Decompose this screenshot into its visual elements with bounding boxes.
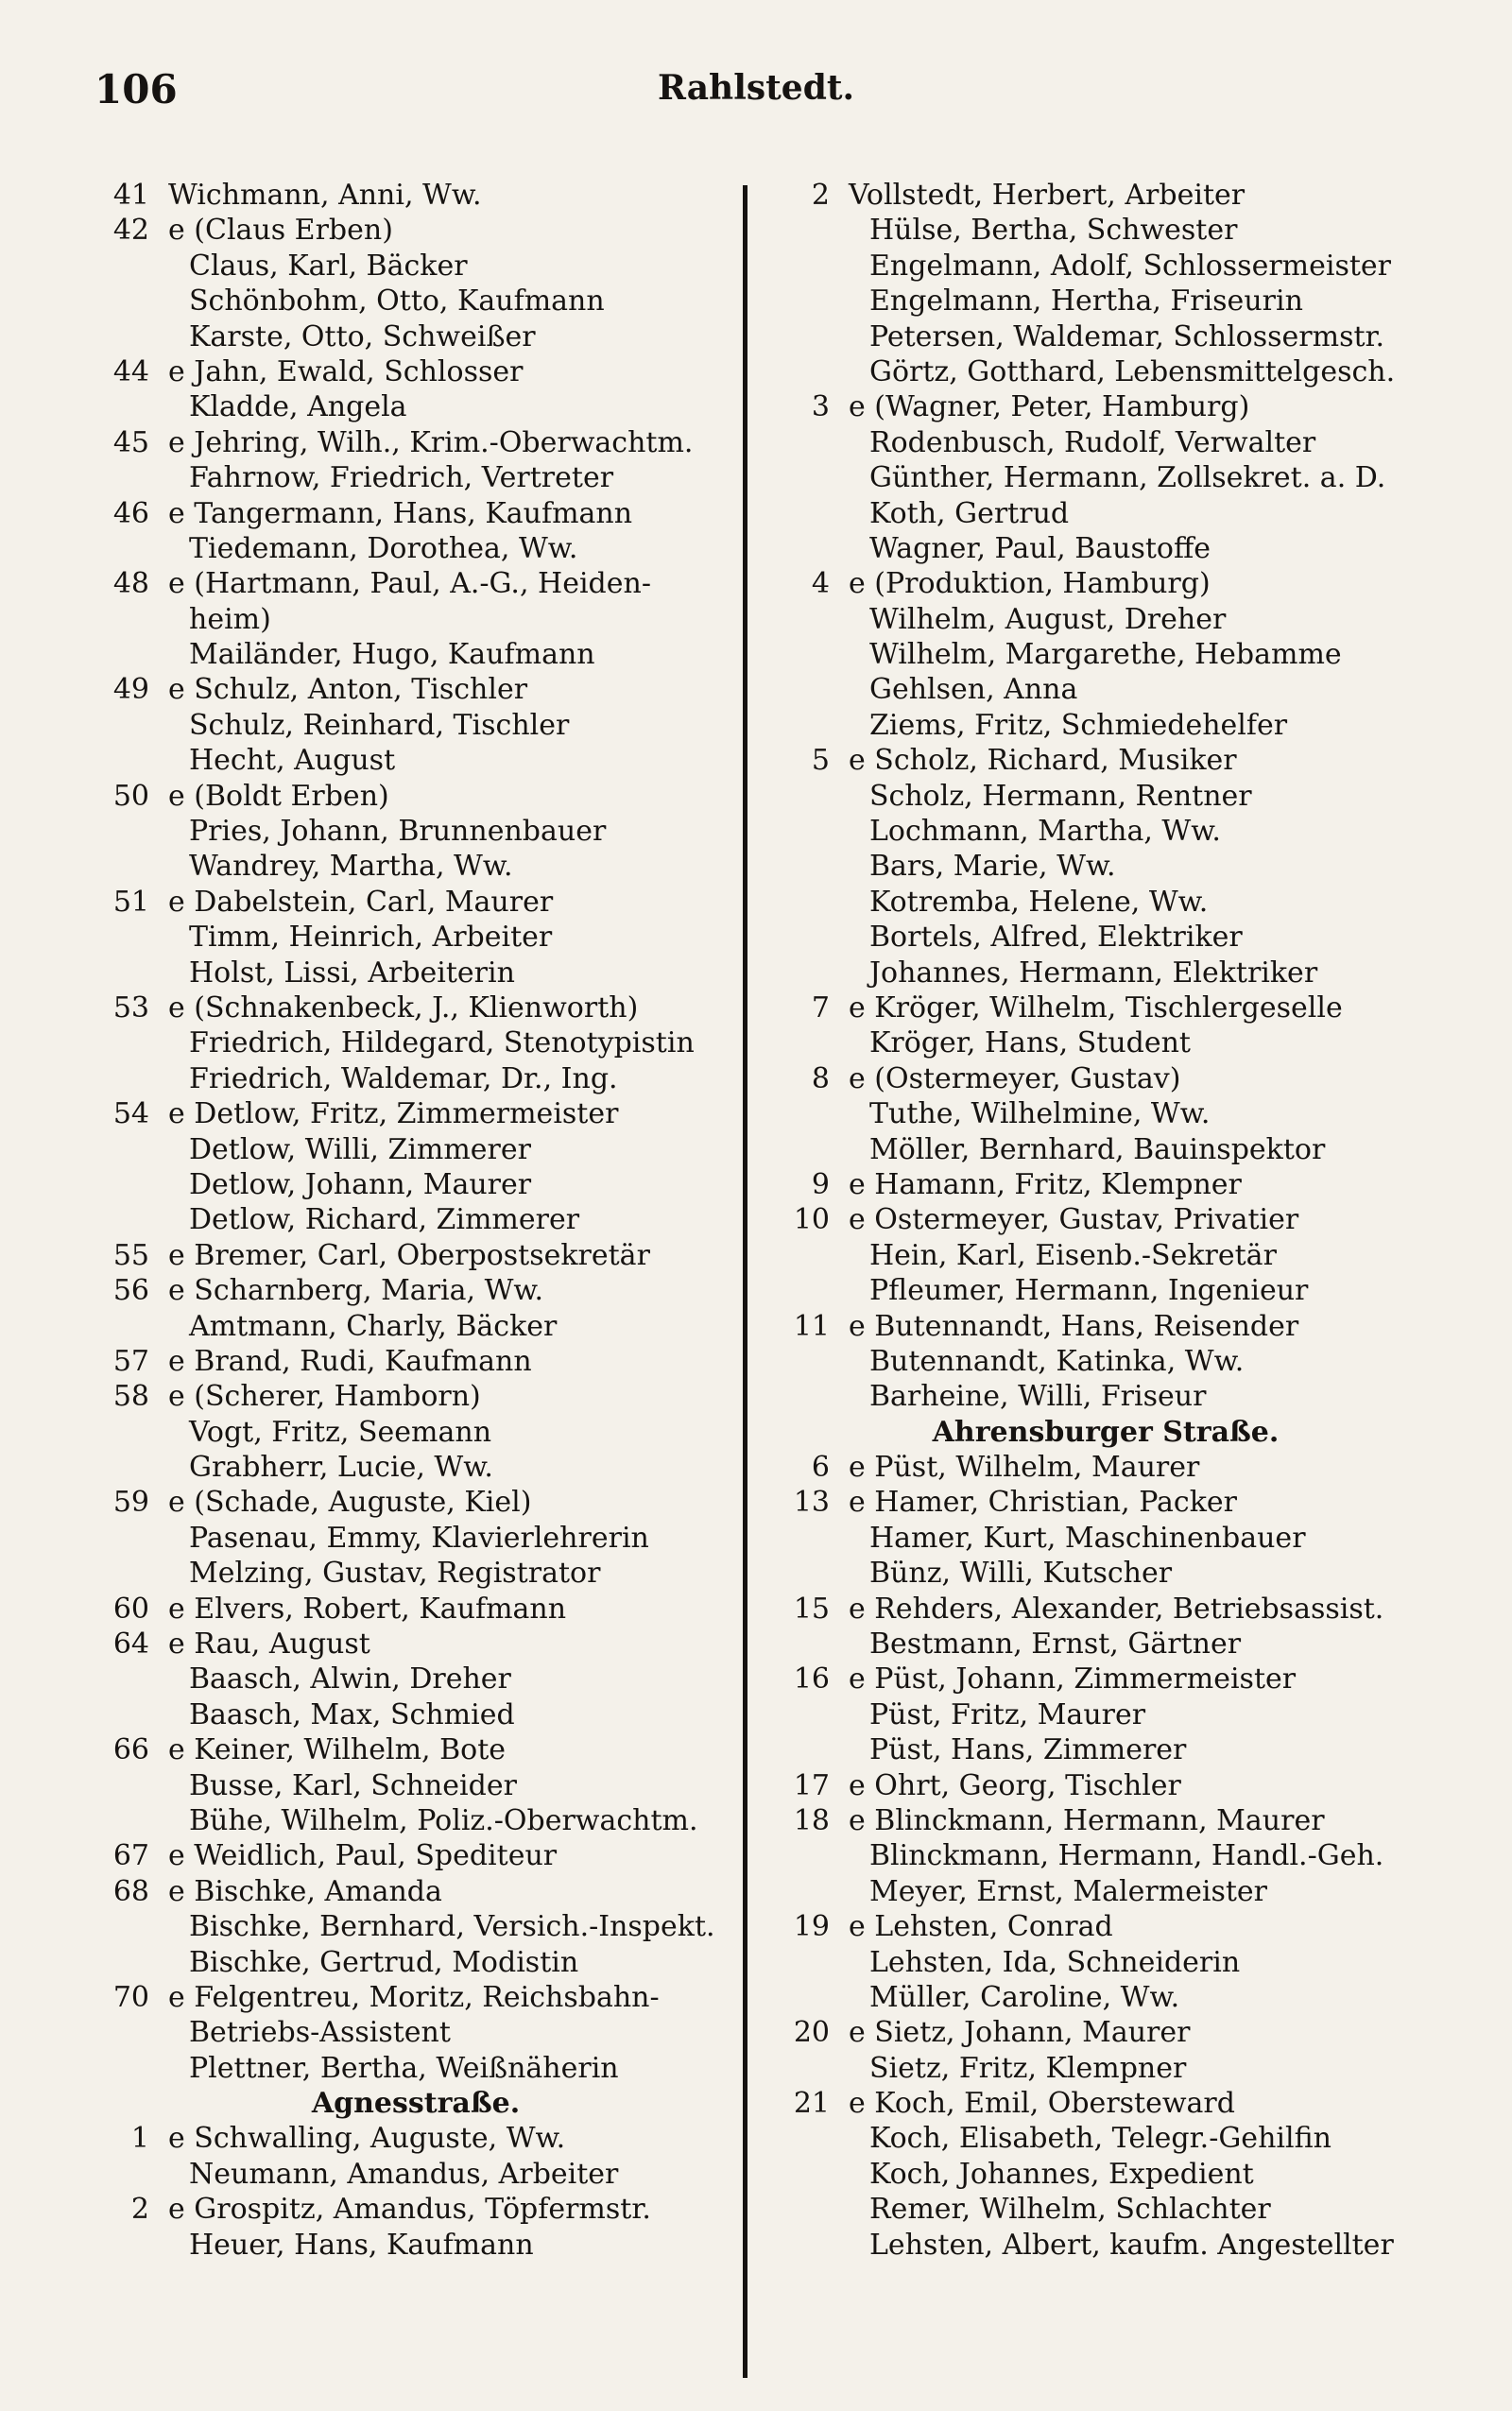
resident-text: Sietz, Fritz, Klempner <box>869 2051 1187 2085</box>
resident-text: e Tangermann, Hans, Kaufmann <box>168 496 633 530</box>
directory-entry <box>94 178 737 213</box>
directory-entry <box>94 1662 737 1696</box>
directory-entry <box>775 602 1436 637</box>
directory-entry <box>775 637 1436 672</box>
resident-text: e (Schade, Auguste, Kiel) <box>168 1486 532 1520</box>
house-number: 42 <box>112 214 149 248</box>
resident-text: Meyer, Ernst, Malermeister <box>869 1874 1268 1908</box>
directory-entry <box>94 956 737 990</box>
resident-text: Hein, Karl, Eisenb.-Sekretär <box>869 1238 1277 1272</box>
house-number: 20 <box>793 2016 830 2050</box>
directory-entry <box>94 2121 737 2156</box>
directory-entry <box>94 1238 737 1273</box>
resident-text: e Schulz, Anton, Tischler <box>168 673 528 707</box>
right-column <box>775 178 1436 2263</box>
resident-text: Friedrich, Hildegard, Stenotypistin <box>189 1026 695 1060</box>
resident-text: e (Wagner, Peter, Hamburg) <box>849 390 1250 424</box>
directory-entry <box>775 885 1436 920</box>
resident-text: e Kröger, Wilhelm, Tischlergeselle <box>849 990 1343 1025</box>
resident-text: Plettner, Bertha, Weißnäherin <box>189 2051 619 2085</box>
resident-text: Bischke, Gertrud, Modistin <box>189 1945 579 1979</box>
resident-text: Butennandt, Katinka, Ww. <box>869 1344 1245 1378</box>
resident-text: Detlow, Johann, Maurer <box>189 1167 532 1201</box>
resident-text: Bühe, Wilhelm, Poliz.-Oberwachtm. <box>189 1803 698 1837</box>
resident-text: Görtz, Gotthard, Lebensmittelgesch. <box>869 354 1396 388</box>
resident-text: Tuthe, Wilhelmine, Ww. <box>869 1097 1211 1131</box>
directory-entry <box>775 531 1436 566</box>
house-number: 59 <box>112 1486 149 1520</box>
directory-entry <box>775 1061 1436 1096</box>
page-number: 106 <box>94 66 178 112</box>
directory-entry <box>94 849 737 884</box>
house-number: 4 <box>811 567 830 601</box>
resident-text: e (Claus Erben) <box>168 214 393 248</box>
house-number: 5 <box>811 744 830 778</box>
resident-text: e Sietz, Johann, Maurer <box>849 2016 1191 2050</box>
house-number: 16 <box>793 1662 830 1696</box>
resident-text: Engelmann, Adolf, Schlossermeister <box>869 249 1392 283</box>
directory-entry <box>94 920 737 955</box>
directory-entry <box>775 1732 1436 1767</box>
directory-entry <box>94 1344 737 1379</box>
resident-text: Bischke, Bernhard, Versich.-Inspekt. <box>189 1910 715 1944</box>
directory-entry <box>775 389 1436 424</box>
resident-text: Bars, Marie, Ww. <box>869 850 1116 884</box>
resident-text: Pries, Johann, Brunnenbauer <box>189 815 607 849</box>
directory-entry <box>775 920 1436 955</box>
resident-text: Fahrnow, Friedrich, Vertreter <box>189 461 614 495</box>
directory-entry <box>775 1909 1436 1944</box>
resident-text: e Püst, Johann, Zimmermeister <box>849 1662 1297 1696</box>
house-number: 68 <box>112 1874 149 1908</box>
directory-entry <box>94 1273 737 1308</box>
house-number: 55 <box>112 1238 149 1272</box>
resident-text: Timm, Heinrich, Arbeiter <box>189 921 553 955</box>
resident-text: Betriebs-Assistent <box>189 2016 451 2050</box>
directory-entry <box>94 425 737 460</box>
house-number: 51 <box>112 885 149 919</box>
directory-entry <box>94 2228 737 2263</box>
directory-entry <box>94 1874 737 1909</box>
directory-entry <box>775 354 1436 389</box>
directory-entry <box>94 496 737 531</box>
house-number: 15 <box>793 1592 830 1626</box>
resident-text: Neumann, Amandus, Arbeiter <box>189 2157 619 2191</box>
resident-text: Detlow, Richard, Zimmerer <box>189 1203 580 1237</box>
resident-text: e (Hartmann, Paul, A.-G., Heiden- <box>168 567 651 601</box>
house-number: 53 <box>112 990 149 1025</box>
house-number: 6 <box>811 1451 830 1485</box>
directory-entry <box>775 1379 1436 1414</box>
resident-text: Koch, Elisabeth, Telegr.-Gehilfin <box>869 2122 1332 2156</box>
directory-entry <box>775 249 1436 284</box>
resident-text: Bünz, Willi, Kutscher <box>869 1557 1173 1591</box>
running-title: Rahlstedt. <box>657 68 855 108</box>
house-number: 10 <box>793 1203 830 1237</box>
directory-entry <box>94 1945 737 1980</box>
column-divider <box>743 185 747 2378</box>
directory-entry <box>775 1167 1436 1202</box>
directory-entry <box>775 1521 1436 1556</box>
house-number: 13 <box>793 1486 830 1520</box>
resident-text: Friedrich, Waldemar, Dr., Ing. <box>189 1061 618 1095</box>
directory-entry <box>94 1450 737 1485</box>
directory-entry <box>775 956 1436 990</box>
directory-entry <box>94 779 737 814</box>
directory-entry <box>775 1132 1436 1167</box>
house-number: 46 <box>112 496 149 530</box>
house-number: 41 <box>112 179 149 212</box>
directory-entry <box>775 1662 1436 1696</box>
resident-text: e Koch, Emil, Obersteward <box>849 2087 1235 2121</box>
directory-entry <box>775 2228 1436 2263</box>
directory-entry <box>94 743 737 778</box>
house-number: 54 <box>112 1097 149 1131</box>
directory-entry <box>775 2157 1436 2192</box>
directory-entry <box>94 249 737 284</box>
directory-entry <box>94 566 737 601</box>
directory-entry <box>94 1838 737 1873</box>
directory-entry <box>775 2121 1436 2156</box>
directory-entry <box>775 319 1436 354</box>
directory-entry <box>775 708 1436 743</box>
directory-entry <box>94 1803 737 1838</box>
resident-text: e Scharnberg, Maria, Ww. <box>168 1274 544 1308</box>
resident-text: e Blinckmann, Hermann, Maurer <box>849 1803 1325 1837</box>
directory-entry <box>775 1025 1436 1060</box>
directory-entry <box>775 2192 1436 2227</box>
resident-text: Hülse, Bertha, Schwester <box>869 214 1238 248</box>
house-number: 2 <box>811 179 830 212</box>
resident-text: Grabherr, Lucie, Ww. <box>189 1451 493 1485</box>
directory-entry <box>94 1556 737 1591</box>
resident-text: e Felgentreu, Moritz, Reichsbahn- <box>168 1980 660 2014</box>
resident-text: e Ostermeyer, Gustav, Privatier <box>849 1203 1299 1237</box>
resident-text: Pfleumer, Hermann, Ingenieur <box>869 1274 1309 1308</box>
resident-text: e Scholz, Richard, Musiker <box>849 744 1237 778</box>
resident-text: Barheine, Willi, Friseur <box>869 1380 1207 1414</box>
directory-entry <box>94 1202 737 1237</box>
directory-entry <box>94 1627 737 1662</box>
directory-entry <box>775 1697 1436 1732</box>
directory-entry <box>94 1132 737 1167</box>
directory-entry <box>775 1485 1436 1520</box>
directory-entry <box>94 708 737 743</box>
resident-text: Tiedemann, Dorothea, Ww. <box>189 531 578 565</box>
directory-entry <box>775 1096 1436 1131</box>
resident-text: Holst, Lissi, Arbeiterin <box>189 956 515 990</box>
directory-entry <box>775 1768 1436 1803</box>
directory-entry <box>94 1025 737 1060</box>
resident-text: e Püst, Wilhelm, Maurer <box>849 1451 1200 1485</box>
directory-entry <box>775 2086 1436 2121</box>
resident-text: e (Schnakenbeck, J., Klienworth) <box>168 990 639 1025</box>
resident-text: Karste, Otto, Schweißer <box>189 319 536 353</box>
directory-entry <box>94 1485 737 1520</box>
directory-entry <box>775 1627 1436 1662</box>
house-number: 57 <box>112 1344 149 1378</box>
house-number: 18 <box>793 1803 830 1837</box>
resident-text: e Dabelstein, Carl, Maurer <box>168 885 554 919</box>
resident-text: Vollstedt, Herbert, Arbeiter <box>849 179 1246 212</box>
directory-entry <box>94 2015 737 2050</box>
house-number: 50 <box>112 779 149 813</box>
directory-entry <box>94 672 737 707</box>
resident-text: e Jehring, Wilh., Krim.-Oberwachtm. <box>168 425 694 459</box>
resident-text: e Hamer, Christian, Packer <box>849 1486 1237 1520</box>
resident-text: e Elvers, Robert, Kaufmann <box>168 1592 567 1626</box>
directory-entry <box>94 1592 737 1627</box>
house-number: 44 <box>112 354 149 388</box>
directory-entry <box>775 1838 1436 1873</box>
directory-entry <box>775 1980 1436 2015</box>
resident-text: Hamer, Kurt, Maschinenbauer <box>869 1521 1306 1555</box>
resident-text: Amtmann, Charly, Bäcker <box>189 1309 558 1343</box>
house-number: 64 <box>112 1627 149 1662</box>
resident-text: Petersen, Waldemar, Schlossermstr. <box>869 319 1385 353</box>
resident-text: Wilhelm, Margarethe, Hebamme <box>869 638 1342 672</box>
directory-entry <box>94 1697 737 1732</box>
resident-text: e Bischke, Amanda <box>168 1874 442 1908</box>
resident-text: Johannes, Hermann, Elektriker <box>869 956 1318 990</box>
directory-entry <box>94 1379 737 1414</box>
resident-text: Remer, Wilhelm, Schlachter <box>869 2193 1271 2227</box>
resident-text: Baasch, Alwin, Dreher <box>189 1662 511 1696</box>
resident-text: e (Scherer, Hamborn) <box>168 1380 481 1414</box>
house-number: 17 <box>793 1768 830 1802</box>
directory-entry <box>94 1309 737 1344</box>
directory-entry <box>775 496 1436 531</box>
resident-text: Müller, Caroline, Ww. <box>869 1980 1180 2014</box>
directory-entry <box>775 849 1436 884</box>
house-number: 1 <box>130 2122 149 2156</box>
directory-entry <box>94 1980 737 2015</box>
resident-text: heim) <box>189 602 271 636</box>
resident-text: Kladde, Angela <box>189 390 407 424</box>
street-name: Agnesstraße. <box>311 2087 521 2121</box>
directory-entry <box>94 389 737 424</box>
resident-text: Koth, Gertrud <box>869 496 1070 530</box>
resident-text: e (Ostermeyer, Gustav) <box>849 1061 1181 1095</box>
resident-text: e Lehsten, Conrad <box>849 1910 1113 1944</box>
left-column <box>94 178 737 2263</box>
directory-entry <box>775 1238 1436 1273</box>
house-number: 21 <box>793 2087 830 2121</box>
directory-entry <box>94 2157 737 2192</box>
resident-text: Kröger, Hans, Student <box>869 1026 1191 1060</box>
resident-text: Melzing, Gustav, Registrator <box>189 1557 601 1591</box>
resident-text: Schulz, Reinhard, Tischler <box>189 708 570 742</box>
directory-entry <box>94 814 737 849</box>
resident-text: Detlow, Willi, Zimmerer <box>189 1132 531 1166</box>
directory-entry <box>775 1874 1436 1909</box>
directory-entry <box>775 1344 1436 1379</box>
resident-text: e Butennandt, Hans, Reisender <box>849 1309 1299 1343</box>
resident-text: e Bremer, Carl, Oberpostsekretär <box>168 1238 650 1272</box>
resident-text: Baasch, Max, Schmied <box>189 1697 515 1731</box>
directory-entry <box>775 1803 1436 1838</box>
directory-entry <box>94 602 737 637</box>
directory-entry <box>94 213 737 248</box>
resident-text: Schönbohm, Otto, Kaufmann <box>189 284 605 319</box>
resident-text: Wandrey, Martha, Ww. <box>189 850 513 884</box>
directory-entry <box>94 990 737 1025</box>
resident-text: e Schwalling, Auguste, Ww. <box>168 2122 566 2156</box>
directory-entry <box>94 1768 737 1803</box>
house-number: 19 <box>793 1910 830 1944</box>
house-number: 70 <box>112 1980 149 2014</box>
resident-text: e Rehders, Alexander, Betriebsassist. <box>849 1592 1384 1626</box>
resident-text: e (Boldt Erben) <box>168 779 389 813</box>
house-number: 66 <box>112 1733 149 1767</box>
page-header <box>0 66 1512 123</box>
street-heading <box>94 2086 737 2121</box>
directory-entry <box>775 1592 1436 1627</box>
resident-text: Wagner, Paul, Baustoffe <box>869 531 1211 565</box>
resident-text: Günther, Hermann, Zollsekret. a. D. <box>869 461 1386 495</box>
directory-entry <box>94 1167 737 1202</box>
house-number: 9 <box>811 1167 830 1201</box>
directory-entry <box>775 213 1436 248</box>
resident-text: Ziems, Fritz, Schmiedehelfer <box>869 708 1288 742</box>
resident-text: Hecht, August <box>189 744 396 778</box>
resident-text: Koch, Johannes, Expedient <box>869 2157 1254 2191</box>
house-number: 11 <box>793 1309 830 1343</box>
house-number: 56 <box>112 1274 149 1308</box>
directory-entry <box>94 637 737 672</box>
resident-text: e (Produktion, Hamburg) <box>849 567 1211 601</box>
resident-text: Wichmann, Anni, Ww. <box>168 179 482 212</box>
resident-text: Heuer, Hans, Kaufmann <box>189 2228 534 2262</box>
resident-text: Lochmann, Martha, Ww. <box>869 815 1221 849</box>
directory-entry <box>775 743 1436 778</box>
resident-text: Rodenbusch, Rudolf, Verwalter <box>869 425 1316 459</box>
resident-text: Bestmann, Ernst, Gärtner <box>869 1627 1242 1662</box>
house-number: 45 <box>112 425 149 459</box>
directory-entry <box>94 1909 737 1944</box>
house-number: 58 <box>112 1380 149 1414</box>
resident-text: Lehsten, Albert, kaufm. Angestellter <box>869 2228 1394 2262</box>
resident-text: Pasenau, Emmy, Klavierlehrerin <box>189 1521 649 1555</box>
directory-entry <box>94 460 737 495</box>
resident-text: e Rau, August <box>168 1627 370 1662</box>
directory-entry <box>775 1202 1436 1237</box>
street-heading <box>775 1415 1436 1450</box>
resident-text: Möller, Bernhard, Bauinspektor <box>869 1132 1326 1166</box>
resident-text: Mailänder, Hugo, Kaufmann <box>189 638 595 672</box>
directory-entry <box>94 1096 737 1131</box>
directory-entry <box>94 1732 737 1767</box>
resident-text: e Brand, Rudi, Kaufmann <box>168 1344 532 1378</box>
directory-entry <box>775 779 1436 814</box>
resident-text: e Detlow, Fritz, Zimmermeister <box>168 1097 619 1131</box>
resident-text: Engelmann, Hertha, Friseurin <box>869 284 1303 319</box>
resident-text: Vogt, Fritz, Seemann <box>189 1415 492 1449</box>
directory-entry <box>94 1521 737 1556</box>
house-number: 48 <box>112 567 149 601</box>
resident-text: Gehlsen, Anna <box>869 673 1078 707</box>
directory-entry <box>775 1309 1436 1344</box>
directory-entry <box>775 2051 1436 2086</box>
resident-text: Claus, Karl, Bäcker <box>189 249 468 283</box>
directory-entry <box>94 1061 737 1096</box>
house-number: 2 <box>130 2193 149 2227</box>
directory-entry <box>775 1556 1436 1591</box>
directory-entry <box>775 990 1436 1025</box>
resident-text: e Grospitz, Amandus, Töpfermstr. <box>168 2193 651 2227</box>
street-name: Ahrensburger Straße. <box>932 1415 1280 1449</box>
resident-text: e Jahn, Ewald, Schlosser <box>168 354 524 388</box>
resident-text: Kotremba, Helene, Ww. <box>869 885 1209 919</box>
house-number: 7 <box>811 990 830 1025</box>
resident-text: Püst, Fritz, Maurer <box>869 1697 1146 1731</box>
directory-entry <box>94 2051 737 2086</box>
directory-entry <box>775 1450 1436 1485</box>
resident-text: Lehsten, Ida, Schneiderin <box>869 1945 1241 1979</box>
directory-entry <box>775 672 1436 707</box>
directory-entry <box>775 284 1436 319</box>
directory-entry <box>775 178 1436 213</box>
directory-entry <box>94 319 737 354</box>
directory-entry <box>775 2015 1436 2050</box>
resident-text: e Ohrt, Georg, Tischler <box>849 1768 1181 1802</box>
resident-text: e Keiner, Wilhelm, Bote <box>168 1733 507 1767</box>
directory-entry <box>775 1945 1436 1980</box>
directory-entry <box>94 354 737 389</box>
resident-text: Scholz, Hermann, Rentner <box>869 779 1252 813</box>
directory-entry <box>775 460 1436 495</box>
house-number: 8 <box>811 1061 830 1095</box>
resident-text: Püst, Hans, Zimmerer <box>869 1733 1187 1767</box>
directory-entry <box>775 425 1436 460</box>
house-number: 60 <box>112 1592 149 1626</box>
resident-text: e Weidlich, Paul, Spediteur <box>168 1839 558 1873</box>
directory-entry <box>775 814 1436 849</box>
directory-entry <box>775 566 1436 601</box>
resident-text: Busse, Karl, Schneider <box>189 1768 517 1802</box>
directory-entry <box>775 1273 1436 1308</box>
house-number: 3 <box>811 390 830 424</box>
directory-entry <box>94 531 737 566</box>
house-number: 49 <box>112 673 149 707</box>
directory-entry <box>94 2192 737 2227</box>
directory-entry <box>94 284 737 319</box>
directory-entry <box>94 885 737 920</box>
resident-text: Blinckmann, Hermann, Handl.-Geh. <box>869 1839 1384 1873</box>
directory-entry <box>94 1415 737 1450</box>
resident-text: Bortels, Alfred, Elektriker <box>869 921 1243 955</box>
resident-text: Wilhelm, August, Dreher <box>869 602 1227 636</box>
resident-text: e Hamann, Fritz, Klempner <box>849 1167 1242 1201</box>
house-number: 67 <box>112 1839 149 1873</box>
